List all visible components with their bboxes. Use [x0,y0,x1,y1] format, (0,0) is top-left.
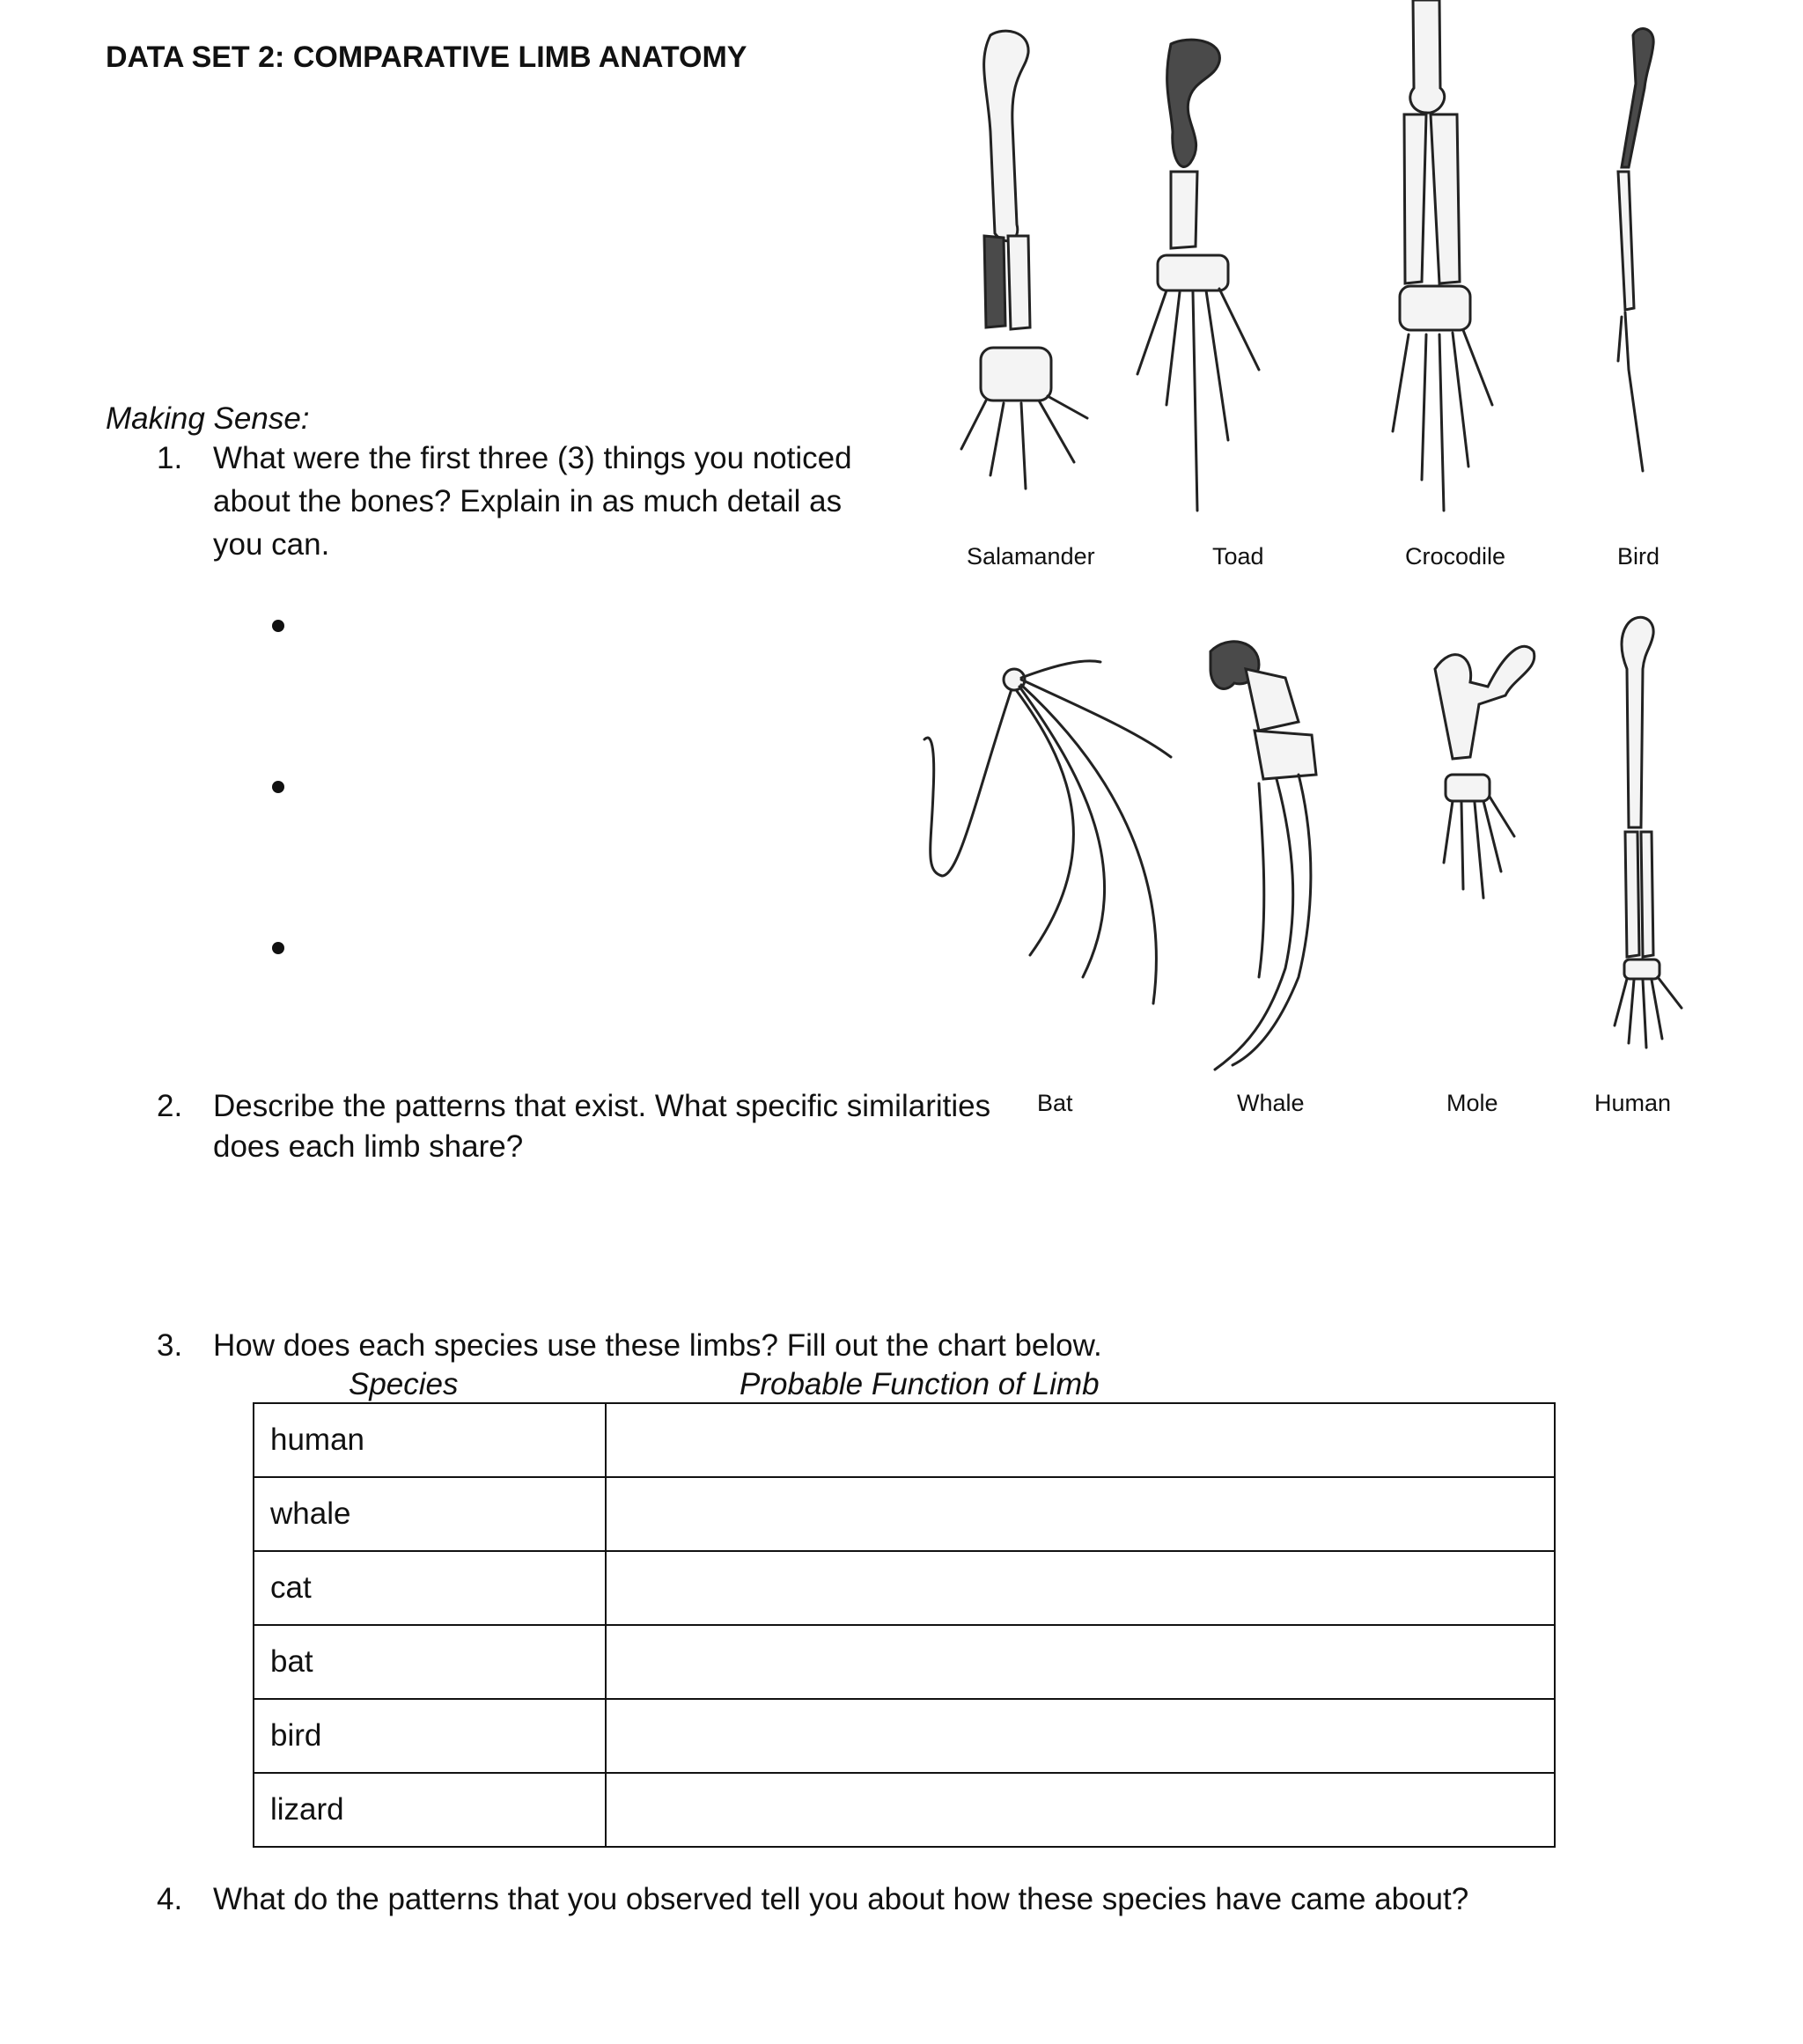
limb-label: Crocodile [1405,543,1506,570]
chart-header-function: Probable Function of Limb [740,1367,1100,1401]
answer-bullet [272,620,284,632]
function-cell[interactable] [606,1403,1555,1477]
species-cell: bird [254,1699,606,1773]
salamander-limb-illustration [961,31,1087,489]
question-4-line-1: What do the patterns that you observed tell you about how these species have came about? [213,1882,1469,1916]
table-row [254,1625,1555,1699]
question-3-line-1: How does each species use these limbs? Fill out the chart below. [213,1328,1102,1363]
question-3-number: 3. [157,1328,183,1363]
function-cell[interactable] [606,1699,1555,1773]
table-row [254,1403,1555,1477]
table-row [254,1699,1555,1773]
table-row [254,1477,1555,1551]
species-cell: cat [254,1551,606,1625]
limb-label: Mole [1446,1090,1498,1116]
limb-label: Whale [1237,1090,1305,1116]
limb-label: Bird [1617,543,1660,570]
whale-limb-illustration [1211,642,1316,1070]
limb-label: Human [1594,1090,1672,1116]
table-row [254,1551,1555,1625]
answer-bullet [272,942,284,954]
crocodile-limb-illustration [1393,0,1492,511]
human-limb-illustration [1615,617,1682,1048]
table-row [254,1773,1555,1847]
question-2-line-2: does each limb share? [213,1129,524,1164]
species-cell: whale [254,1477,606,1551]
species-cell: bat [254,1625,606,1699]
question-2-number: 2. [157,1089,183,1123]
question-1-line-1: What were the first three (3) things you noticed [213,441,852,475]
function-cell[interactable] [606,1625,1555,1699]
section-heading: Making Sense: [106,401,310,436]
species-cell: lizard [254,1773,606,1847]
question-1-number: 1. [157,441,183,475]
function-cell[interactable] [606,1477,1555,1551]
limb-label: Salamander [967,543,1095,570]
answer-bullet [272,781,284,793]
bird-limb-illustration [1618,29,1653,471]
question-4-number: 4. [157,1882,183,1916]
limb-function-table [253,1402,1556,1848]
page-title: DATA SET 2: COMPARATIVE LIMB ANATOMY [106,40,747,74]
function-cell[interactable] [606,1773,1555,1847]
toad-limb-illustration [1137,40,1259,511]
mole-limb-illustration [1435,646,1534,898]
limb-label: Bat [1037,1090,1073,1116]
species-cell: human [254,1403,606,1477]
function-cell[interactable] [606,1551,1555,1625]
bat-limb-illustration [924,661,1171,1004]
limb-anatomy-figure [907,0,1726,1144]
limb-label: Toad [1212,543,1264,570]
chart-header-species: Species [349,1367,459,1401]
question-1-line-3: you can. [213,527,330,562]
question-1-line-2: about the bones? Explain in as much detail as [213,484,843,518]
question-2-line-1: Describe the patterns that exist. What specific similarities [213,1089,991,1123]
